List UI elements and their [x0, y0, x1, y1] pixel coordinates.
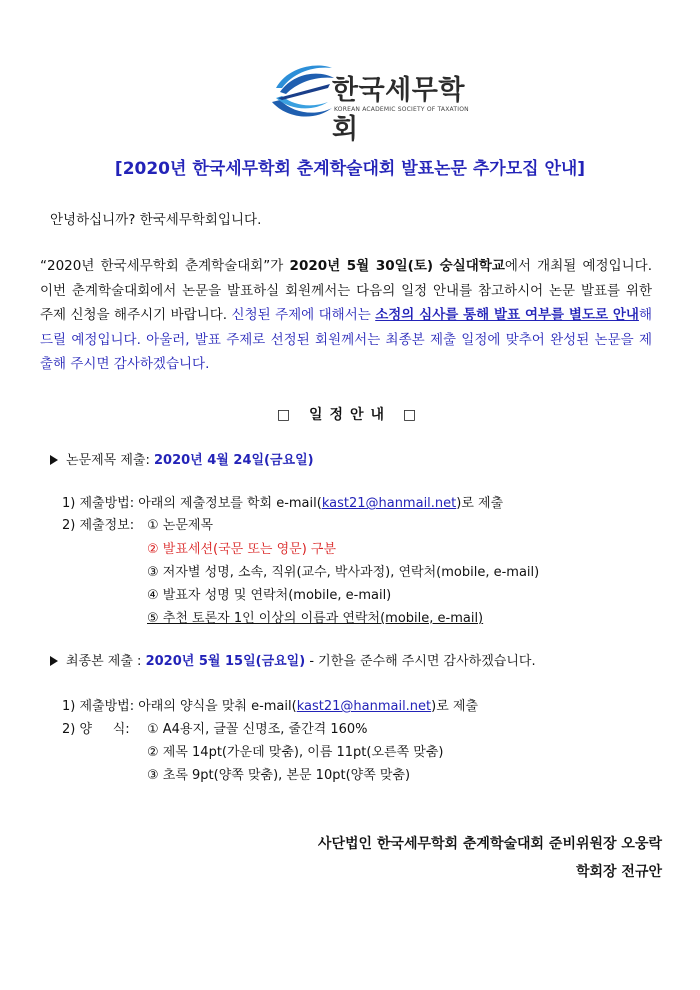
email-link[interactable]: kast21@hanmail.net	[296, 699, 432, 714]
society-swoosh-icon	[268, 58, 338, 130]
format-item: ③ 초록 9pt(양쪽 맞춤), 본문 10pt(양쪽 맞춤)	[147, 768, 411, 783]
logo-korean-name: 한국세무학회	[332, 75, 465, 145]
triangle-bullet-icon	[50, 656, 58, 666]
event-date-place: 2020년 5월 30일(토) 숭실대학교	[289, 258, 505, 274]
format-label: 2) 양 식:	[62, 722, 134, 737]
signature-chair: 사단법인 한국세무학회 춘계학술대회 준비위원장 오웅락	[317, 836, 662, 852]
submission-deadline: 2020년 4월 24일(금요일)	[154, 453, 314, 468]
logo-english-name: KOREAN ACADEMIC SOCIETY OF TAXATION	[334, 106, 469, 113]
email-link[interactable]: kast21@hanmail.net	[321, 496, 457, 511]
greeting: 안녕하십니까? 한국세무학회입니다.	[50, 212, 262, 228]
info-item: ③ 저자별 성명, 소속, 직위(교수, 박사과정), 연락처(mobile, e-mail)	[147, 565, 540, 580]
final-deadline: 2020년 5월 15일(금요일)	[145, 654, 306, 669]
final-method: 1) 제출방법: 아래의 양식을 맞춰 e-mail(kast21@hanmail.net)로 제출	[62, 699, 479, 714]
signature-block	[318, 830, 662, 886]
submission-info-label: 2) 제출정보:	[62, 518, 135, 533]
schedule-heading: □ 일정안내 □	[276, 407, 424, 423]
format-item: ② 제목 14pt(가운데 맞춤), 이름 11pt(오른쪽 맞춤)	[147, 745, 444, 760]
society-logo	[268, 58, 469, 145]
intro-paragraph: “2020년 한국세무학회 춘계학술대회”가 2020년 5월 30일(토) 숭실대학교에서 개최될 예정입니다. 이번 춘계학술대회에서 논문을 발표하실 회원께서는 다음의 일정 안내를 참고하시어 논문 발표를 위한 주제 신청을 해주시기 바랍니다. 신청된 주제에 대해서는 소정의 심사를 통해 발표 여부를 별도로 안내해 드릴 예정입니다. 아울러, 발표 주제로 선정된 회원께서는 최종본 제출 일정에 맞추어 완성된 논문을 제출해 주시면 감사하겠습니다.	[40, 258, 652, 372]
submission-method: 1) 제출방법: 아래의 제출정보를 학회 e-mail(kast21@hanmail.net)로 제출	[62, 496, 504, 511]
signature-president: 학회장 전규안	[575, 864, 662, 880]
info-item: ⑤ 추천 토론자 1인 이상의 이름과 연락처(mobile, e-mail)	[147, 611, 484, 626]
section-title-final: 최종본 제출 : 2020년 5월 15일(금요일) - 기한을 준수해 주시면 감사하겠습니다.	[50, 652, 536, 672]
info-item: ④ 발표자 성명 및 연락처(mobile, e-mail)	[147, 588, 392, 603]
format-item: ① A4용지, 글꼴 신명조, 줄간격 160%	[147, 722, 368, 737]
document-title: [2020년 한국세무학회 춘계학술대회 발표논문 추가모집 안내]	[114, 159, 586, 179]
section-title-submission: 논문제목 제출: 2020년 4월 24일(금요일)	[50, 451, 314, 471]
triangle-bullet-icon	[50, 455, 58, 465]
info-item: ② 발표세션(국문 또는 영문) 구분	[147, 542, 337, 557]
review-notice: 소정의 심사를 통해 발표 여부를 별도로 안내	[375, 307, 639, 323]
info-item: ① 논문제목	[147, 518, 214, 533]
